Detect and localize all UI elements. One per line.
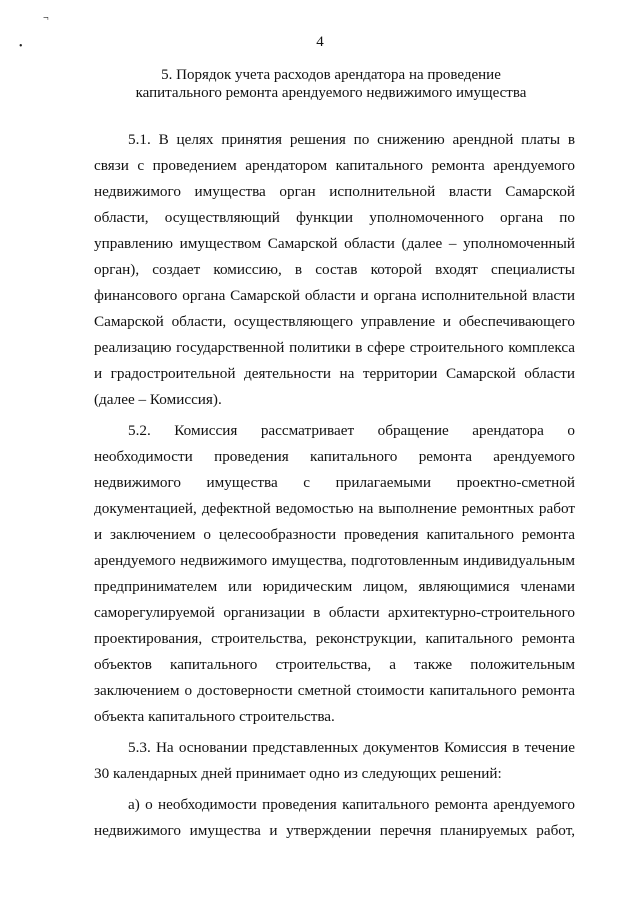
section-heading-line-2: капитального ремонта арендуемого недвижимого имущества [135, 85, 527, 101]
document-body [94, 127, 575, 844]
paragraph-5-3: 5.3. На основании представленных документов Комиссия в течение 30 календарных дней принимает одно из следующих решений: [94, 739, 575, 782]
section-heading [60, 66, 602, 102]
page-number: 4 [316, 34, 324, 50]
paragraph-5-2: 5.2. Комиссия рассматривает обращение арендатора о необходимости проведения капитального ремонта арендуемого недвижимого имущества с прилагаемыми проектно-сметной документацией, дефектной ведомостью на выполнение ремонтных работ и заключением о целесообразности проведения капитального ремонта арендуемого недвижимого имущества, подготовленным индивидуальным предпринимателем или юридическим лицом, являющимися членами саморегулируемой организации в области архитектурно-строительного проектирования, строительства, реконструкции, капитального ремонта объектов капитального строительства, а также положительным заключением о достоверности сметной стоимости капитального ремонта объекта капитального строительства. [94, 422, 575, 725]
section-heading-line-1: 5. Порядок учета расходов арендатора на проведение [161, 67, 501, 83]
scan-mark-left: • [19, 41, 23, 52]
scan-mark-top: ¬ [43, 13, 49, 24]
paragraph-5-1: 5.1. В целях принятия решения по снижению арендной платы в связи с проведением арендатором капитального ремонта арендуемого недвижимого имущества орган исполнительной власти Самарской области, осуществляющий функции уполномоченного органа по управлению имуществом Самарской области (далее – уполномоченный орган), создает комиссию, в состав которой входят специалисты финансового органа Самарской области и органа исполнительной власти Самарской области, осуществляющего управление и обеспечивающего реализацию государственной политики в сфере строительного комплекса и градостроительной деятельности на территории Самарской области (далее – Комиссия). [94, 131, 575, 408]
paragraph-5-3-a: а) о необходимости проведения капитального ремонта арендуемого недвижимого имущества и утверждении перечня планируемых работ, [94, 796, 575, 839]
